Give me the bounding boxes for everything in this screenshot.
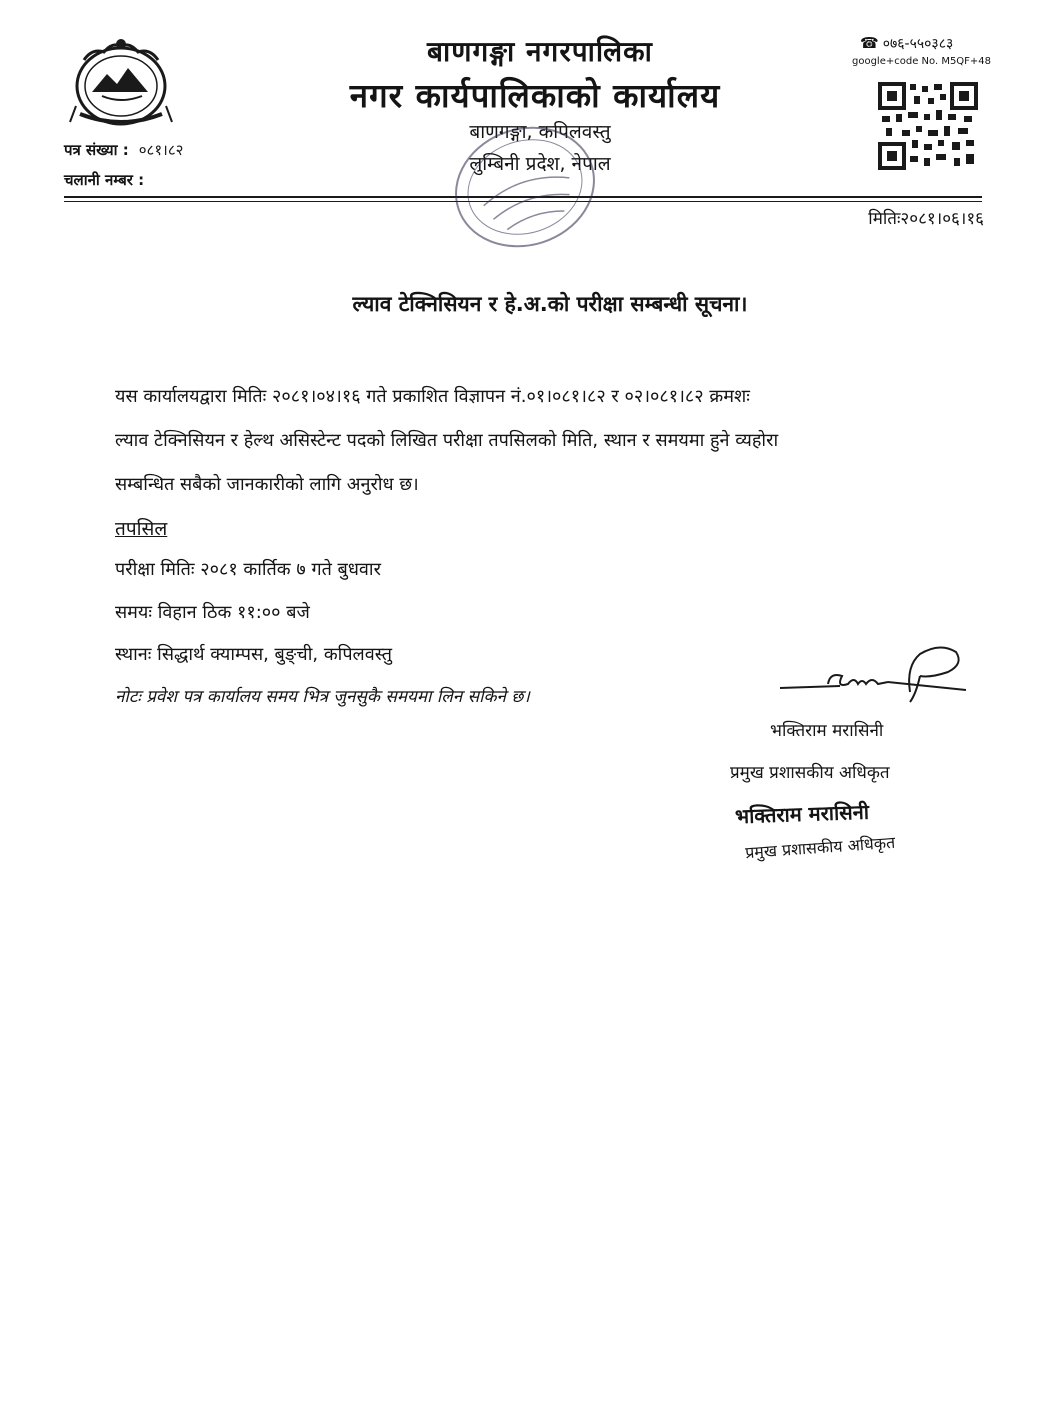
signature-icon — [770, 636, 970, 708]
office-name: नगर कार्यपालिकाको कार्यालय — [349, 76, 721, 115]
google-plus-code: google+code No. M5QF+48 — [852, 56, 992, 67]
letter-number — [64, 140, 183, 160]
notice-title: ल्याव टेक्निसियन र हे.अ.को परीक्षा सम्बन्धी सूचना। — [352, 292, 748, 316]
municipality-name: बाणगङ्गा नगरपालिका — [427, 35, 653, 68]
body-line: यस कार्यालयद्वारा मितिः २०८१।०४।१६ गते प्रकाशित विज्ञापन नं.०१।०८१।८२ र ०२।०८१।८२ क्रमशः — [115, 386, 750, 407]
seal-signatory-title: प्रमुख प्रशासकीय अधिकृत — [744, 832, 896, 863]
qr-code-icon — [878, 82, 978, 170]
telephone-icon: ☎ — [860, 34, 879, 52]
dispatch-number — [64, 170, 154, 190]
office-location: बाणगङ्गा, कपिलवस्तु — [469, 121, 611, 143]
phone-number — [860, 34, 953, 53]
letter-number-label: पत्र संख्या : — [64, 141, 129, 159]
exam-venue: स्थानः सिद्धार्थ क्याम्पस, बुङ्ची, कपिलवस्तु — [115, 644, 393, 665]
details-heading: तपसिल — [115, 518, 168, 540]
signatory-title: प्रमुख प्रशासकीय अधिकृत — [730, 763, 890, 783]
phone-value: ०७६-५५०३८३ — [882, 36, 954, 52]
office-province: लुम्बिनी प्रदेश, नेपाल — [469, 153, 611, 175]
admit-card-note: नोटः प्रवेश पत्र कार्यालय समय भित्र जुनसुकै समयमा लिन सकिने छ। — [115, 687, 530, 707]
exam-date: परीक्षा मितिः २०८१ कार्तिक ७ गते बुधवार — [115, 559, 381, 580]
signatory-name: भक्तिराम मरासिनी — [770, 721, 884, 741]
nepal-emblem-icon — [62, 30, 180, 130]
office-stamp-icon — [440, 112, 610, 262]
seal-signatory-name: भक्तिराम मरासिनी — [734, 799, 870, 829]
dispatch-number-label: चलानी नम्बर : — [64, 171, 145, 189]
body-line: ल्याव टेक्निसियन र हेल्थ असिस्टेन्ट पदको लिखित परीक्षा तपसिलको मिति, स्थान र समयमा हुने व्यहोरा — [115, 430, 779, 451]
letter-number-value: ०८१।८२ — [138, 141, 184, 159]
exam-time: समयः विहान ठिक ११:०० बजे — [115, 602, 310, 623]
letter-date: मितिः२०८१।०६।१६ — [868, 209, 984, 229]
body-line: सम्बन्धित सबैको जानकारीको लागि अनुरोध छ। — [115, 474, 419, 495]
